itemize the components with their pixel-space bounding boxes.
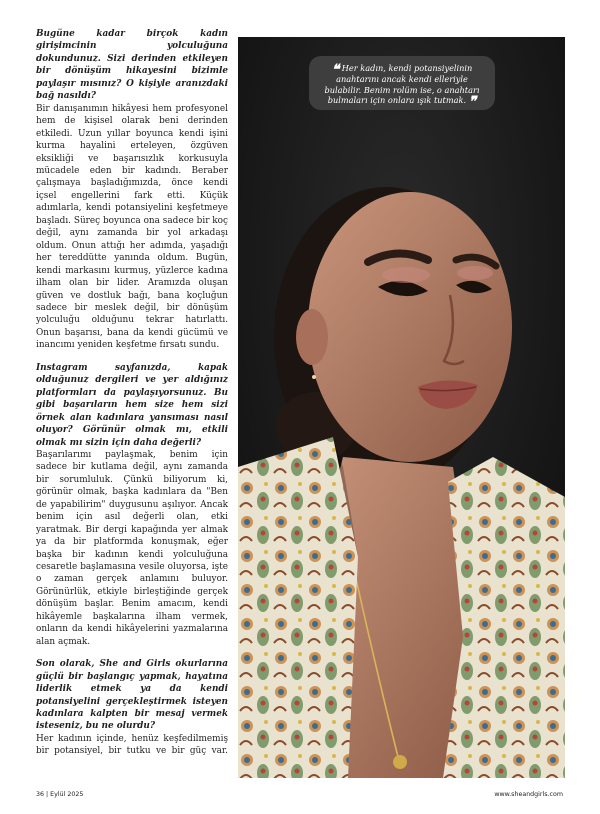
portrait-illustration xyxy=(238,37,565,778)
interview-answer-3: Her kadının içinde, henüz keşfedilmemiş bir potansiyel, bir tutku ve bir güç var. xyxy=(36,733,228,757)
article-column xyxy=(36,28,228,758)
interview-question-2: Instagram sayfanızda, kapak olduğunuz dergileri ve yer aldığınız platformları da paylaşıyorsunuz. Bu gibi başarıların hem size hem sizi örnek alan kadınlara yansıması nasıl oluyor? Görünür olmak mı, etkili olmak mı sizin için daha değerli? xyxy=(36,362,228,448)
site-url: www.sheandgirls.com xyxy=(494,791,563,798)
interview-answer-2: Başarılarımı paylaşmak, benim için sadece bir kutlama değil, aynı zamanda bir sorumluluk. Çünkü biliyorum ki, görünür olmak, başka kadınlara da "Ben de yapabilirim" duygusunu aşılıyor. Ancak benim için asıl değerli olan, etki yaratmak. Bir dergi kapağında yer almak ya da bir platformda konuşmak, eğer başka bir kadının kendi yolculuğuna cesaretle başlamasına vesile oluyorsa, işte o zaman gerçek anlamını buluyor. Görünürlük, etkiyle birleştiğinde gerçek dönüşüm başlar. Benim amacım, kendi hikâyemle başkalarına ilham vermek, onların da kendi hikâyelerini yazmalarına alan açmak. xyxy=(36,449,228,647)
pull-quote-text: Her kadın, kendi potansiyelinin anahtarını ancak kendi elleriyle bulabilir. Benim rolüm ise, o anahtarı bulmaları için onlara ışık tutmak. xyxy=(324,63,480,106)
open-quote-mark: ❝ xyxy=(331,62,340,78)
interview-question-3: Son olarak, She and Girls okurlarına güçlü bir başlangıç yapmak, hayatına liderlik etmek ya da kendi potansiyelini gerçekleştirmek isteyen kadınlara kalpten bir mesaj vermek isteseniz, bu ne olurdu? xyxy=(36,659,228,732)
portrait-photo xyxy=(238,37,565,778)
close-quote-mark: ❞ xyxy=(468,94,477,111)
interview-question-1: Bugüne kadar birçok kadın girişimcinin yolculuğuna dokundunuz. Sizi derinden etkileyen bir dönüşüm hikayesini bizimle paylaşır mısınız? O kişiyle aranızdaki bağ nasıldı? xyxy=(36,29,228,102)
pull-quote xyxy=(309,56,495,110)
page-number: 36 | Eylül 2025 xyxy=(36,791,84,798)
interview-answer-1: Bir danışanımın hikâyesi hem profesyonel hem de kişisel olarak beni derinden etkiledi. Uzun yıllar boyunca kendi işini kurma hayalini erteleyen, özgüven eksikliği ve başarısızlık korkusuyla mücadele eden bir kadındı. Beraber çalışmaya başladığımızda, önce kendi içsel engellerini fark etti. Küçük adımlarla, kendi potansiyelini keşfetmeye başladı. Süreç boyunca ona sadece bir koç değil, aynı zamanda bir yol arkadaşı oldum. Onun attığı her adımda, yaşadığı her tereddütte yanında oldum. Bugün, kendi markasını kurmuş, yüzlerce kadına ilham olan bir lider. Aramızda oluşan güven ve dostluk bağı, bana koçluğun sadece bir meslek değil, bir dönüşüm yolculuğu olduğunu tekrar hatırlattı. Onun başarısı, bana da kendi gücümü ve inancımı yeniden keşfetme fırsatı sundu. xyxy=(36,103,228,351)
